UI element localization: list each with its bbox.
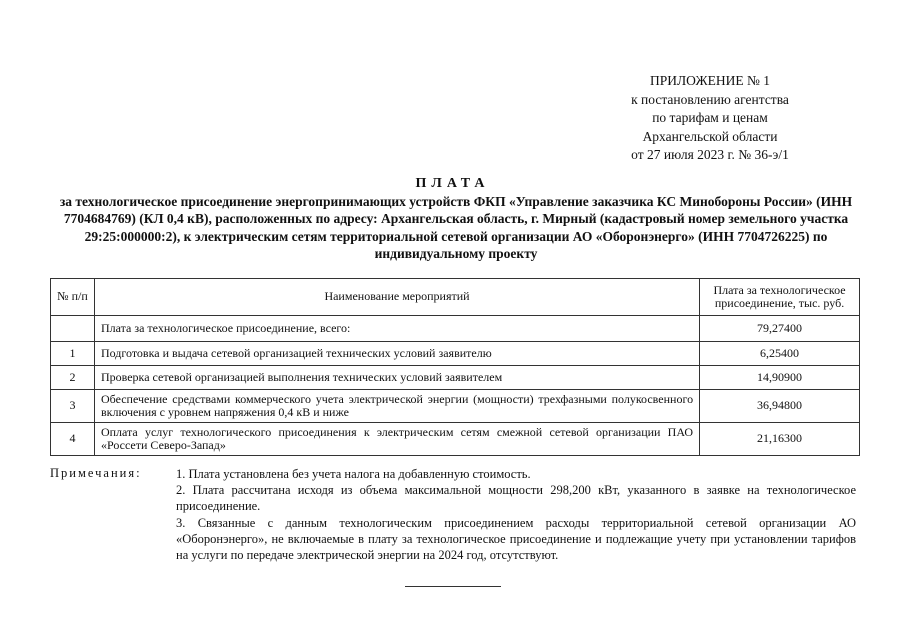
row-activity: Плата за технологическое присоединение, всего: xyxy=(94,316,699,342)
table-row xyxy=(51,342,860,366)
row-activity: Проверка сетевой организацией выполнения технических условий заявителем xyxy=(94,366,699,390)
appendix-header xyxy=(560,72,860,165)
appendix-line-2: к постановлению агентства xyxy=(631,91,789,107)
row-number xyxy=(51,316,95,342)
header-number: № п/п xyxy=(51,279,95,316)
row-cost: 36,94800 xyxy=(700,390,860,423)
note-item: 3. Связанные с данным технологическим присоединением расходы территориальной сетевой организации АО «Оборонэнерго», не включаемые в плату за технологическое присоединение и подлежащие учету при установлении тарифов на услуги по передаче электрической энергии на 2024 год, отсутствуют. xyxy=(176,515,856,563)
row-activity: Обеспечение средствами коммерческого учета электрической энергии (мощности) трехфазными полукосвенного включения с уровнем напряжения 0,4 кВ и ниже xyxy=(94,390,699,423)
row-cost: 79,27400 xyxy=(700,316,860,342)
table-row xyxy=(51,316,860,342)
row-cost: 6,25400 xyxy=(700,342,860,366)
document-subtitle: за технологическое присоединение энергопринимающих устройств ФКП «Управление заказчика КС Минобороны России» (ИНН 7704684769) (КЛ 0,4 кВ), расположенных по адресу: Архангельская область, г. Мирный (кадастровый номер земельного участка 29:25:000000:2), к электрическим сетям территориальной сетевой организации АО «Оборонэнерго» (ИНН 7704726225) по индивидуальному проекту xyxy=(59,194,853,261)
table-row xyxy=(51,366,860,390)
row-number: 2 xyxy=(51,366,95,390)
table-row xyxy=(51,423,860,456)
row-cost: 14,90900 xyxy=(700,366,860,390)
row-activity: Подготовка и выдача сетевой организацией технических условий заявителю xyxy=(94,342,699,366)
row-cost: 21,16300 xyxy=(700,423,860,456)
table-header-row xyxy=(51,279,860,316)
notes-label: Примечания: xyxy=(50,466,142,480)
appendix-line-3: по тарифам и ценам xyxy=(652,110,768,125)
fees-table xyxy=(50,278,860,456)
row-number: 3 xyxy=(51,390,95,423)
row-number: 4 xyxy=(51,423,95,456)
row-activity: Оплата услуг технологического присоединения к электрическим сетям смежной сетевой организации ПАО «Россети Северо-Запад» xyxy=(94,423,699,456)
document-title: ПЛАТА xyxy=(415,176,490,191)
separator-line xyxy=(405,586,501,587)
notes-list xyxy=(176,466,856,563)
appendix-line-1: ПРИЛОЖЕНИЕ № 1 xyxy=(649,73,771,88)
note-item: 1. Плата установлена без учета налога на добавленную стоимость. xyxy=(176,467,531,481)
header-activity: Наименование мероприятий xyxy=(94,279,699,316)
table-row xyxy=(51,390,860,423)
row-number: 1 xyxy=(51,342,95,366)
appendix-line-4: Архангельской области xyxy=(642,128,778,144)
note-item: 2. Плата рассчитана исходя из объема максимальной мощности 298,200 кВт, указанного в заявке на технологическое присоединение. xyxy=(176,483,856,514)
appendix-line-5: от 27 июля 2023 г. № 36-э/1 xyxy=(631,147,789,162)
header-cost: Плата за технологическое присоединение, тыс. руб. xyxy=(700,279,860,316)
